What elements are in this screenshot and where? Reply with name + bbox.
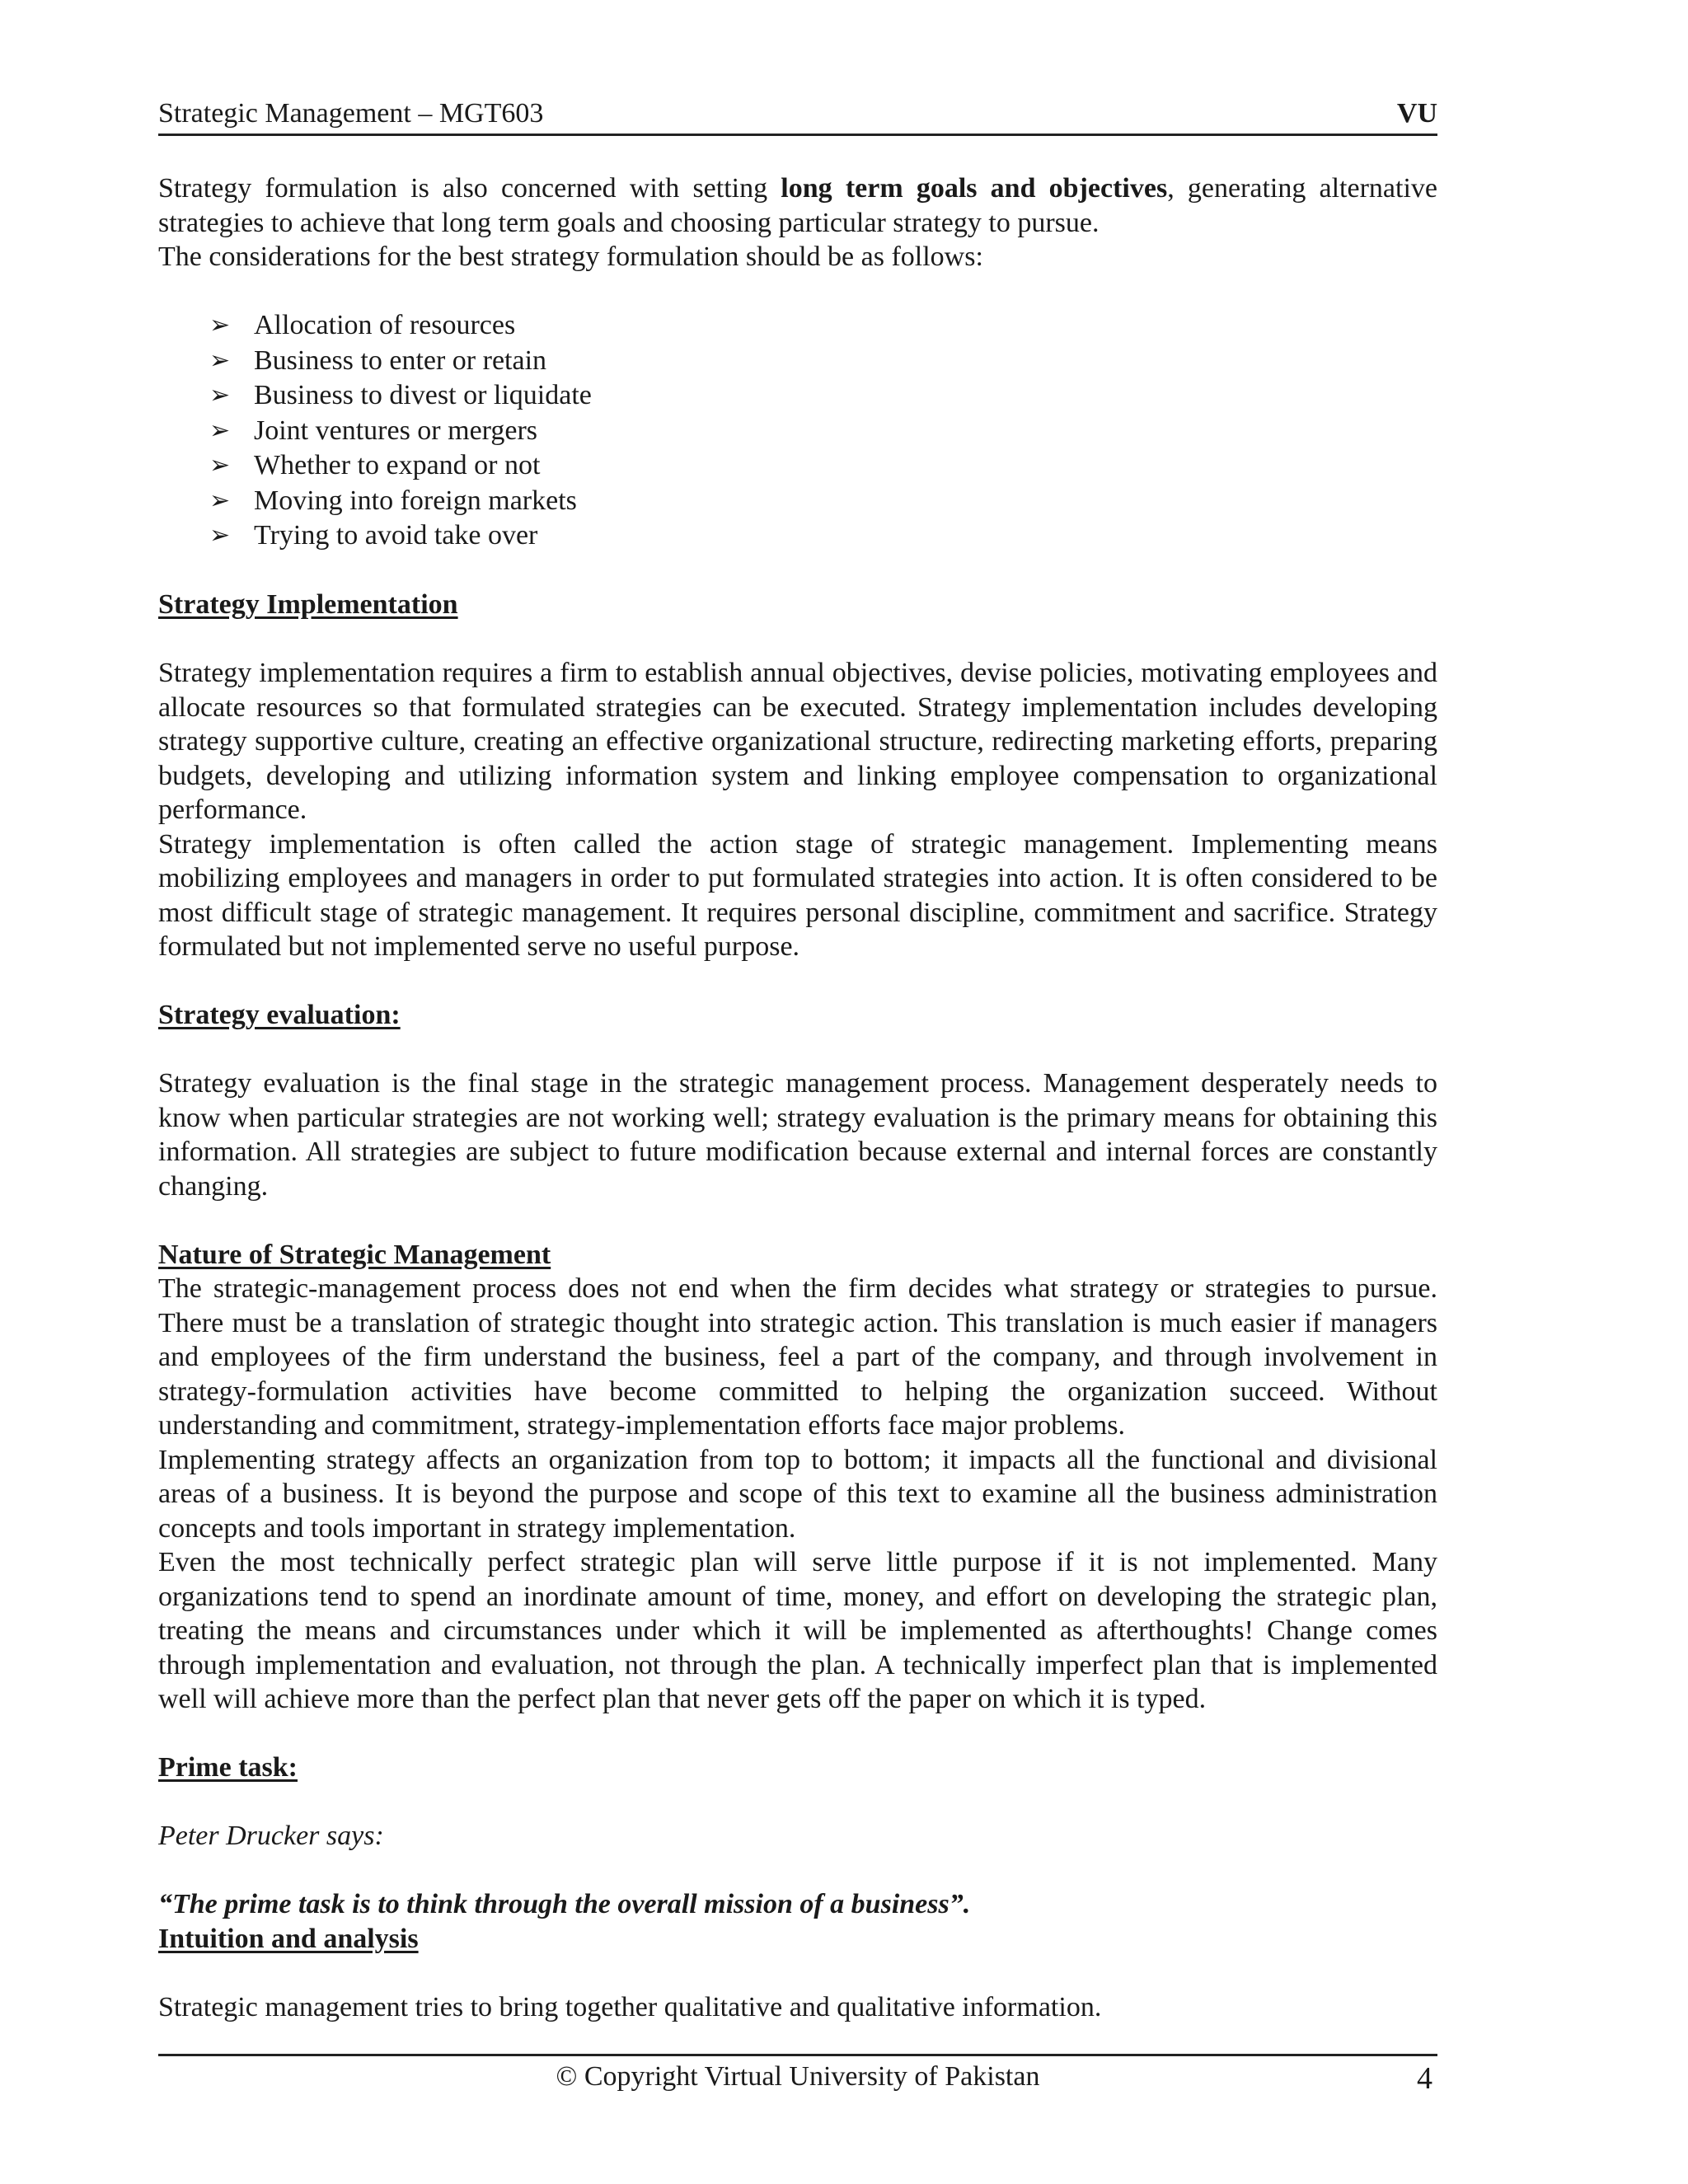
section-heading-prime-task: Prime task: [158, 1752, 298, 1783]
intro-text-end: , generating alternative strategies to achieve that long term goals and choosing particular strategy to pursue. [158, 173, 1437, 238]
intro-text-start: Strategy formulation is also concerned with setting [158, 173, 781, 204]
list-item-text: Business to enter or retain [254, 344, 547, 376]
section-heading-intuition: Intuition and analysis [158, 1923, 419, 1954]
list-item [209, 448, 1437, 484]
arrow-bullet-icon: ➢ [209, 311, 231, 340]
header-brand: VU [1396, 98, 1437, 129]
quote-attribution: Peter Drucker says: [158, 1821, 384, 1851]
intro-paragraph [158, 171, 1437, 240]
arrow-bullet-icon: ➢ [209, 451, 231, 480]
nature-paragraph-2: Implementing strategy affects an organization from top to bottom; it impacts all the functional and divisional areas of a business. It is beyond the purpose and scope of this text to examine all the business administration concepts and tools important in strategy implementation. [158, 1444, 1437, 1544]
list-item-text: Whether to expand or not [254, 450, 541, 480]
page-header [158, 97, 1437, 136]
list-item [209, 344, 1437, 379]
list-item [209, 378, 1437, 414]
considerations-list [158, 308, 1437, 554]
list-item [209, 308, 1437, 344]
intro-line2: The considerations for the best strategy formulation should be as follows: [158, 241, 983, 272]
drucker-quote: “The prime task is to think through the overall mission of a business”. [158, 1889, 971, 1919]
section-heading-nature: Nature of Strategic Management [158, 1239, 551, 1270]
arrow-bullet-icon: ➢ [209, 415, 231, 445]
evaluation-paragraph: Strategy evaluation is the final stage in the strategic management process. Management desperately needs to know when particular strategies are not working well; strategy evaluation is the primary means for obtaining this information. All strategies are subject to future modification because external and internal forces are constantly changing. [158, 1068, 1437, 1202]
intuition-paragraph: Strategic management tries to bring together qualitative and qualitative information. [158, 1991, 1102, 2022]
list-item-text: Business to divest or liquidate [254, 380, 592, 410]
footer-divider [158, 2054, 1437, 2056]
implementation-paragraph-1: Strategy implementation requires a firm to establish annual objectives, devise policies, motivating employees and allocate resources so that formulated strategies can be executed. Strategy implementation includes developing strategy supportive culture, creating an effective organizational structure, redirecting marketing efforts, preparing budgets, developing and utilizing information system and linking employee compensation to organizational performance. [158, 658, 1437, 825]
arrow-bullet-icon: ➢ [209, 521, 231, 550]
list-item [209, 484, 1437, 519]
copyright-text: © Copyright Virtual University of Pakistan [556, 2061, 1040, 2092]
section-heading-evaluation: Strategy evaluation: [158, 1000, 401, 1030]
list-item-text: Moving into foreign markets [254, 485, 577, 516]
header-course-title: Strategic Management – MGT603 [158, 98, 544, 129]
list-item [209, 518, 1437, 554]
list-item [209, 414, 1437, 449]
page-number: 4 [1417, 2061, 1432, 2096]
nature-paragraph-3: Even the most technically perfect strategic plan will serve little purpose if it is not implemented. Many organizations tend to spend an inordinate amount of time, money, and effort on developing the strategic plan, treating the means and circumstances under which it will be implemented as afterthoughts! Change comes through implementation and evaluation, not through the plan. A technically imperfect plan that is implemented well will achieve more than the perfect plan that never gets off the paper on which it is typed. [158, 1547, 1437, 1714]
arrow-bullet-icon: ➢ [209, 381, 231, 410]
arrow-bullet-icon: ➢ [209, 485, 231, 515]
list-item-text: Allocation of resources [254, 310, 516, 340]
intro-bold-phrase: long term goals and objectives [781, 173, 1168, 204]
list-item-text: Joint ventures or mergers [254, 415, 538, 446]
section-heading-implementation: Strategy Implementation [158, 589, 458, 620]
list-item-text: Trying to avoid take over [254, 520, 538, 551]
page-body [158, 171, 1437, 2024]
arrow-bullet-icon: ➢ [209, 345, 231, 375]
implementation-paragraph-2: Strategy implementation is often called the action stage of strategic management. Implementing means mobilizing employees and managers in order to put formulated strategies into action. It is often considered to be most difficult stage of strategic management. It requires personal discipline, commitment and sacrifice. Strategy formulated but not implemented serve no useful purpose. [158, 828, 1437, 962]
page-footer [158, 2059, 1437, 2095]
nature-paragraph-1: The strategic-management process does not end when the firm decides what strategy or strategies to pursue. There must be a translation of strategic thought into strategic action. This translation is much easier if managers and employees of the firm understand the business, feel a part of the company, and through involvement in strategy-formulation activities have become committed to helping the organization succeed. Without understanding and commitment, strategy-implementation efforts face major problems. [158, 1273, 1437, 1441]
